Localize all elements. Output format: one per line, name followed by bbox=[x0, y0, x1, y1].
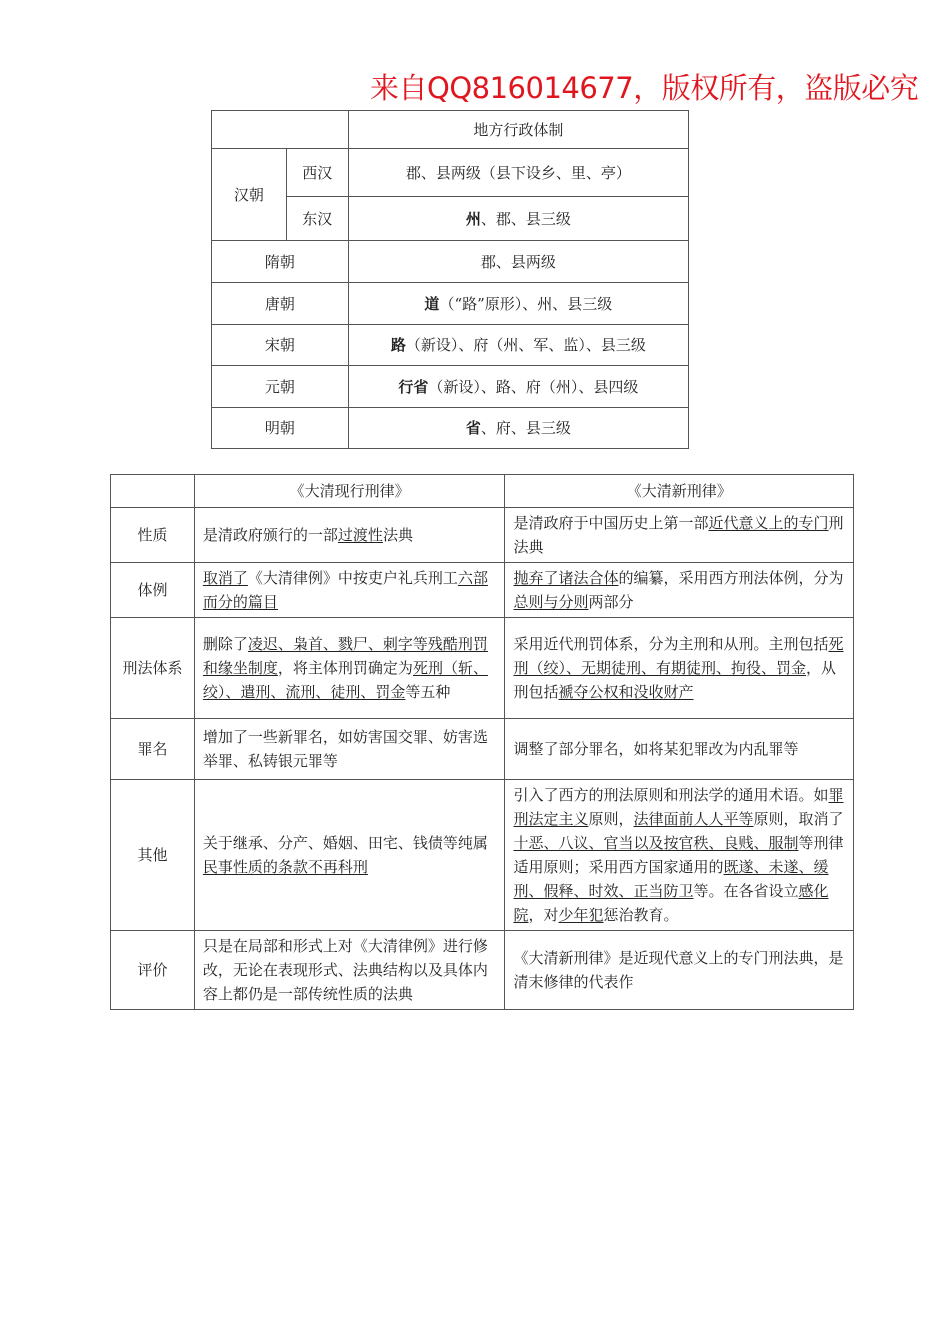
admin-desc-song: 路（新设）、府（州、军、监）、县三级 bbox=[348, 325, 688, 366]
table-header: 地方行政体制 bbox=[348, 111, 688, 149]
admin-desc-western-han: 郡、县两级（县下设乡、里、亭） bbox=[348, 149, 688, 197]
admin-system-table bbox=[211, 110, 689, 449]
sub-dynasty-western-han: 西汉 bbox=[286, 149, 348, 197]
qing-law-comparison-table bbox=[110, 474, 854, 1010]
dynasty-ming: 明朝 bbox=[212, 408, 349, 449]
nature-new: 是清政府于中国历史上第一部近代意义上的专门刑法典 bbox=[505, 508, 854, 563]
row-label-penalty-system: 刑法体系 bbox=[111, 618, 195, 719]
penalty-new: 采用近代刑罚体系，分为主刑和从刑。主刑包括死刑（绞）、无期徒刑、有期徒刑、拘役、罚金，从刑包括褫夺公权和没收财产 bbox=[505, 618, 854, 719]
corner-cell bbox=[212, 111, 349, 149]
evaluation-current: 只是在局部和形式上对《大清律例》进行修改，无论在表现形式、法典结构以及具体内容上都仍是一部传统性质的法典 bbox=[194, 931, 505, 1010]
other-current: 关于继承、分产、婚姻、田宅、钱债等纯属民事性质的条款不再科刑 bbox=[194, 780, 505, 931]
corner-cell bbox=[111, 475, 195, 508]
row-label-evaluation: 评价 bbox=[111, 931, 195, 1010]
dynasty-han: 汉朝 bbox=[212, 149, 287, 241]
admin-desc-yuan: 行省（新设）、路、府（州）、县四级 bbox=[348, 366, 688, 408]
nature-current: 是清政府颁行的一部过渡性法典 bbox=[194, 508, 505, 563]
dynasty-yuan: 元朝 bbox=[212, 366, 349, 408]
row-label-other: 其他 bbox=[111, 780, 195, 931]
row-label-crimes: 罪名 bbox=[111, 719, 195, 780]
col-header-new-code: 《大清新刑律》 bbox=[505, 475, 854, 508]
dynasty-tang: 唐朝 bbox=[212, 283, 349, 325]
admin-desc-tang: 道（“路”原形）、州、县三级 bbox=[348, 283, 688, 325]
dynasty-song: 宋朝 bbox=[212, 325, 349, 366]
row-label-nature: 性质 bbox=[111, 508, 195, 563]
other-new: 引入了西方的刑法原则和刑法学的通用术语。如罪刑法定主义原则，法律面前人人平等原则，取消了十恶、八议、官当以及按官秩、良贱、服制等刑律适用原则；采用西方国家通用的既遂、未遂、缓刑、假释、时效、正当防卫等。在各省设立感化院，对少年犯惩治教育。 bbox=[505, 780, 854, 931]
structure-current: 取消了《大清律例》中按吏户礼兵刑工六部而分的篇目 bbox=[194, 563, 505, 618]
penalty-current: 删除了凌迟、枭首、戮尸、刺字等残酷刑罚和缘坐制度，将主体刑罚确定为死刑（斩、绞）、遣刑、流刑、徒刑、罚金等五种 bbox=[194, 618, 505, 719]
admin-desc-sui: 郡、县两级 bbox=[348, 241, 688, 283]
dynasty-sui: 隋朝 bbox=[212, 241, 349, 283]
structure-new: 抛弃了诸法合体的编纂，采用西方刑法体例，分为总则与分则两部分 bbox=[505, 563, 854, 618]
col-header-current-code: 《大清现行刑律》 bbox=[194, 475, 505, 508]
crimes-current: 增加了一些新罪名，如妨害国交罪、妨害选举罪、私铸银元罪等 bbox=[194, 719, 505, 780]
admin-desc-eastern-han: 州、郡、县三级 bbox=[348, 197, 688, 241]
evaluation-new: 《大清新刑律》是近现代意义上的专门刑法典，是清末修律的代表作 bbox=[505, 931, 854, 1010]
watermark-text: 来自QQ816014677，版权所有，盗版必究 bbox=[370, 71, 919, 105]
row-label-structure: 体例 bbox=[111, 563, 195, 618]
crimes-new: 调整了部分罪名，如将某犯罪改为内乱罪等 bbox=[505, 719, 854, 780]
sub-dynasty-eastern-han: 东汉 bbox=[286, 197, 348, 241]
admin-desc-ming: 省、府、县三级 bbox=[348, 408, 688, 449]
